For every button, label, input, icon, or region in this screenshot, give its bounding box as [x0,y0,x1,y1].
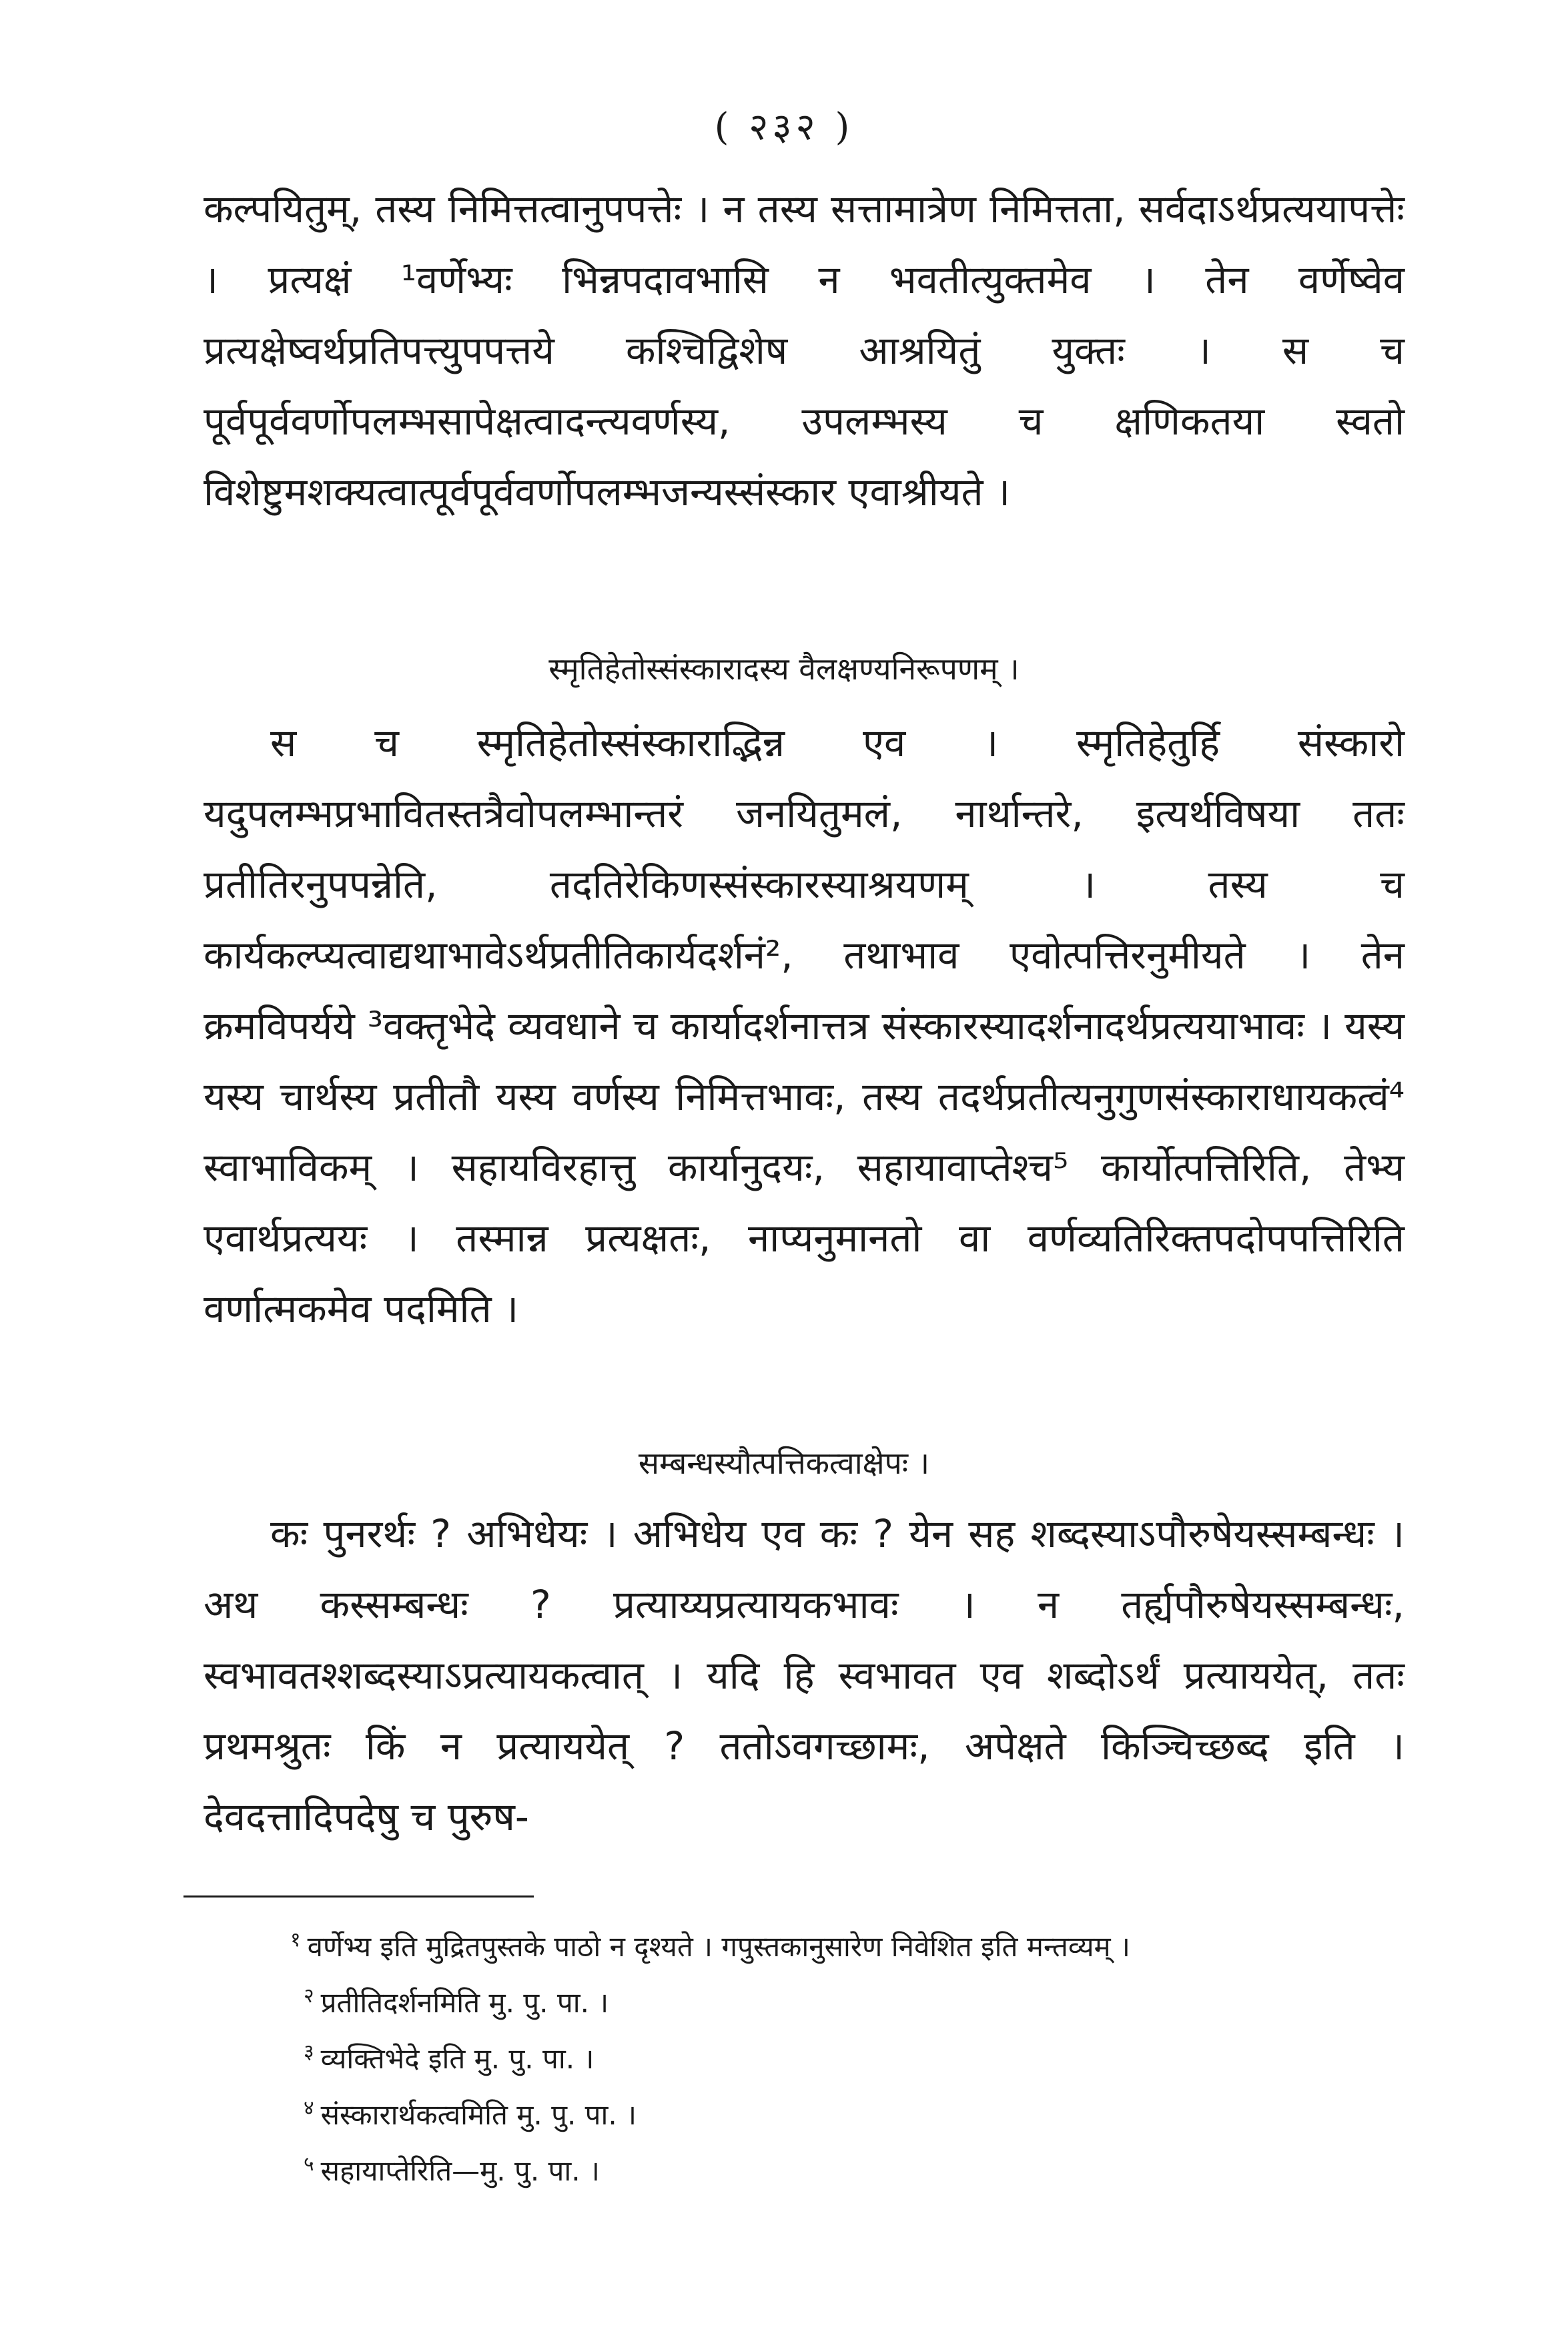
footnote-text: व्यक्तिभेदे इति मु. पु. पा. । [320,2042,595,2075]
footnote-divider [183,1895,534,1897]
footnote-marker: २ [304,1984,314,2008]
section-heading-1: स्मृतिहेतोस्संस्कारादस्य वैलक्षण्यनिरूपणम् । [548,651,1020,687]
footnote-text: संस्कारार्थकत्वमिति मु. पु. पा. । [320,2098,637,2131]
paragraph-text-3: कः पुनरर्थः ? अभिधेयः । अभिधेय एव कः ? येन सह शब्दस्याऽपौरुषेयस्सम्बन्धः । अथ कस्सम्बन्धः ? प्रत्याय्यप्रत्यायकभावः । न तर्ह्यपौरुषेयस्सम्बन्धः, स्वभावतश्शब्दस्याऽप्रत्यायकत्वात् । यदि हि स्वभावत एव शब्दोऽर्थं प्रत्याययेत्, ततः प्रथमश्रुतः किं न प्रत्याययेत् ? ततोऽवगच्छामः, अपेक्षते किञ्चिच्छब्द इति । देवदत्तादिपदेषु च पुरुष- [204,1511,1405,1839]
footnote-marker: ३ [304,2040,314,2064]
footnote-text: प्रतीतिदर्शनमिति मु. पु. पा. । [320,1986,609,2019]
footnote-4 [204,2084,1405,2140]
footnote-marker: ४ [304,2096,314,2120]
body-paragraph-1 [204,174,1405,527]
footnote-5 [204,2140,1405,2196]
footnote-3 [204,2028,1405,2084]
paragraph-text-1: कल्पयितुम्, तस्य निमित्तत्वानुपपत्तेः । न तस्य सत्तामात्रेण निमित्तता, सर्वदाऽर्थप्रत्ययापत्तेः । प्रत्यक्षं ¹वर्णेभ्यः भिन्नपदावभासि न भवतीत्युक्तमेव । तेन वर्णेष्वेव प्रत्यक्षेष्वर्थप्रतिपत्त्युपपत्तये कश्चिद्विशेष आश्रयितुं युक्तः । स च पूर्वपूर्ववर्णोपलम्भसापेक्षत्वादन्त्यवर्णस्य, उपलम्भस्य च क्षणिकतया स्वतो विशेष्टुमशक्यत्वात्पूर्वपूर्ववर्णोपलम्भजन्यस्संस्कार एवाश्रीयते । [204,186,1405,515]
footnotes [204,1916,1405,2196]
footnote-text: वर्णेभ्य इति मुद्रितपुस्तके पाठो न दृश्यते । गपुस्तकानुसारेण निवेशित इति मन्तव्यम् । [307,1930,1130,1963]
paragraph-text-2: स च स्मृतिहेतोस्संस्काराद्भिन्न एव । स्मृतिहेतुर्हि संस्कारो यदुपलम्भप्रभावितस्तत्रैवोपलम्भान्तरं जनयितुमलं, नार्थान्तरे, इत्यर्थविषया ततः प्रतीतिरनुपपन्नेति, तदतिरेकिणस्संस्कारस्याश्रयणम् । तस्य च कार्यकल्प्यत्वाद्यथाभावेऽर्थप्रतीतिकार्यदर्शनं², तथाभाव एवोत्पत्तिरनुमीयते । तेन क्रमविपर्यये ³वक्तृभेदे व्यवधाने च कार्यादर्शनात्तत्र संस्कारस्यादर्शनादर्थप्रत्ययाभावः । यस्य यस्य चार्थस्य प्रतीतौ यस्य वर्णस्य निमित्तभावः, तस्य तदर्थप्रतीत्यनुगुणसंस्काराधायकत्वं⁴ स्वाभाविकम् । सहायविरहात्तु कार्यानुदयः, सहायावाप्तेश्च⁵ कार्योत्पत्तिरिति, तेभ्य एवार्थप्रत्ययः । तस्मान्न प्रत्यक्षतः, नाप्यनुमानतो वा वर्णव्यतिरिक्तपदोपपत्तिरिति वर्णात्मकमेव पदमिति । [204,720,1405,1332]
footnote-marker: ५ [304,2152,314,2176]
section-heading-2: सम्बन्धस्यौत्पत्तिकत्वाक्षेपः । [638,1445,930,1481]
body-paragraph-3 [204,1498,1405,1852]
footnote-2 [204,1972,1405,2028]
footnote-marker: १ [290,1928,301,1952]
footnote-1 [204,1916,1405,1972]
footnote-text: सहायाप्तेरिति—मु. पु. पा. । [320,2154,600,2187]
body-paragraph-2 [204,707,1405,1344]
page-number: ( २३२ ) [714,105,854,149]
